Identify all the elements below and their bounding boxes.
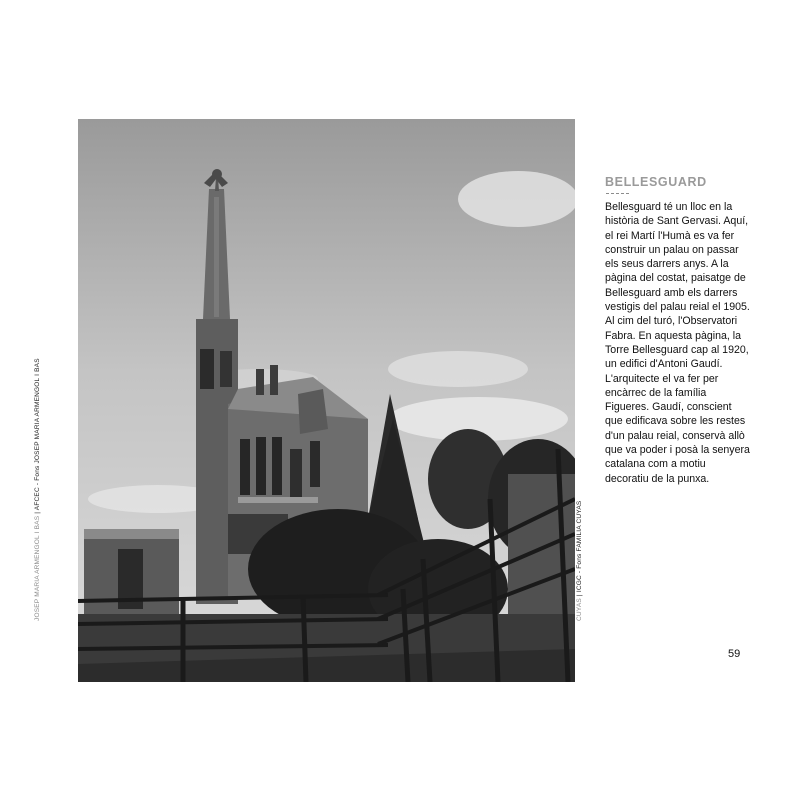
credit-right-archive: | ICGC - Fons FAMILIA CUYAS [576, 500, 583, 599]
credit-left-author: JOSEP MARIA ARMENGOL I BAS [34, 515, 41, 621]
page-number: 59 [728, 648, 741, 660]
credit-left-archive: | AFCEC - Fons JOSEP MARIA ARMENGOL I BAS [34, 358, 41, 516]
credit-right-author: CUYAS [576, 598, 583, 621]
title-divider [606, 193, 629, 194]
bellesguard-photo [78, 119, 575, 682]
section-title: BELLESGUARD [605, 175, 707, 189]
photo-credit-right [576, 501, 583, 621]
article-body: Bellesguard té un lloc en la història de Sant Gervasi. Aquí, el rei Martí l'Humà es va fer construir un palau on passar els seus darrers anys. A la pàgina del costat, paisatge de Bellesguard amb els darrers vestigis del palau reial el 1905. Al cim del turó, l'Observatori Fabra. En aquesta pàgina, la Torre Bellesguard cap al 1920, un edifici d'Antoni Gaudí. L'arquitecte el va fer per encàrrec de la família Figueres. Gaudí, conscient que edificava sobre les restes d'un palau reial, conservà allò que va poder i posà la senyera catalana com a motiu decoratiu de la punxa. [605, 201, 750, 485]
photo-credit-left [34, 358, 41, 621]
